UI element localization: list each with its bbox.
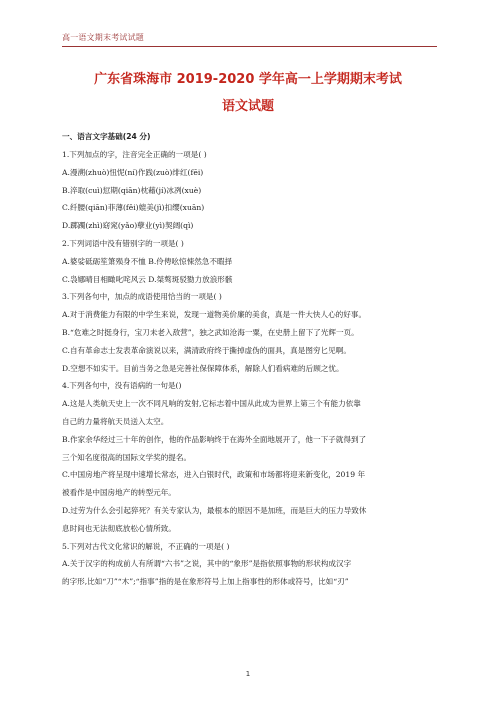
question-4-option-c-line2: 被看作是中国房地产的转型元年。 xyxy=(62,488,176,498)
running-header: 高一语文期末考试试题 xyxy=(62,33,144,42)
question-5-option-a-line2: 的字形,比如“刀”“木”;“指事”指的是在象形符号上加上指事性的形体或符号，比如“刃” xyxy=(62,577,349,587)
question-3-option-d: D.空想不如实干。目前当务之急是完善社保保障体系，解除人们看病难的后顾之忧。 xyxy=(62,363,344,373)
document-subtitle: 语文试题 xyxy=(221,99,274,114)
question-1-option-b: B.淬取(cuì)愆期(qiān)枕藉(jí)冰冽(xuè) xyxy=(62,185,202,195)
question-4-option-c-line1: C.中国房地产将呈现中速增长常态，进入白银时代，政策和市场都将迎来新变化，2019 年 xyxy=(62,470,366,480)
question-1-stem: 1.下列加点的字，注音完全正确的一项是( ) xyxy=(62,150,207,159)
question-4-option-d-line2: 息时间也无法彻底放松心情所致。 xyxy=(62,523,176,533)
question-3-stem: 3.下列各句中，加点的成语使用恰当的一项是( ) xyxy=(62,292,222,302)
question-4-option-b-line2: 三个知名度很高的国际文学奖的提名。 xyxy=(62,452,192,462)
question-5-option-a-line1: A.关于汉字的构成前人有所谓“六书”之说，其中的“象形”是指依照事物的形状构成汉字 xyxy=(62,559,352,569)
question-2-options-cd: C.袅娜晴目相瞰叱咤风云 D.桀骜斑驳勠力放浪形骸 xyxy=(62,274,233,284)
document-title: 广东省珠海市 2019-2020 学年高一上学期期末考试 xyxy=(94,72,402,87)
question-4-option-a-line1: A.这是人类航天史上一次不同凡响的发射,它标志着中国从此成为世界上第三个有能力依靠 xyxy=(62,399,361,409)
question-4-option-d-line1: D.过劳为什么会引起猝死？有关专家认为，最根本的原因不是加班，而是巨大的压力导致休 xyxy=(62,505,367,515)
question-3-option-b: B.“危难之时挺身行，宝刀未老入敌营”，独之武如沧海一粟，在史册上留下了光辉一页。 xyxy=(62,327,359,337)
question-5-stem: 5.下列对古代文化常识的解说，不正确的一项是( ) xyxy=(62,541,230,551)
question-2-stem: 2.下列词语中没有错别字的一项是( ) xyxy=(62,238,184,248)
question-4-option-a-line2: 自己的力量将航天员送入太空。 xyxy=(62,416,169,426)
document-body xyxy=(62,132,437,595)
page-number: 1 xyxy=(245,670,251,678)
question-2-options-ab: A.婆娑砥砺笙箫殒身不恤 B.伶俜吆惊悚然急不暇择 xyxy=(62,256,233,266)
question-3-option-a: A.对于消费能力有限的中学生来说，发现一道物美价廉的美食，真是一件大快人心的好事。 xyxy=(62,310,367,320)
header-rule xyxy=(62,46,437,47)
question-1-option-c: C.纤腰(qiān)菲薄(fěi)媲美(jì)扣缨(xuān) xyxy=(62,203,205,213)
question-1-option-a: A.漫溯(zhuò)忸怩(ní)作践(zuò)绯红(fēi) xyxy=(62,167,204,177)
question-4-stem: 4.下列各句中，没有语病的一句是() xyxy=(62,381,182,391)
question-1-option-d: D.踯躅(zhì)窈窕(yǎo)孽业(yì)契阔(qì) xyxy=(62,221,194,231)
question-4-option-b-line1: B.作家余华经过三十年的创作，他的作品影响终于在海外全面地展开了，他一下子就得到了 xyxy=(62,434,367,444)
section-heading: 一、语言文字基础(24 分) xyxy=(62,132,151,141)
question-3-option-c: C.自有革命志士发表革命演说以来，满清政府终于撕掉虚伪的面具，真是图穷匕见啊。 xyxy=(62,345,351,355)
